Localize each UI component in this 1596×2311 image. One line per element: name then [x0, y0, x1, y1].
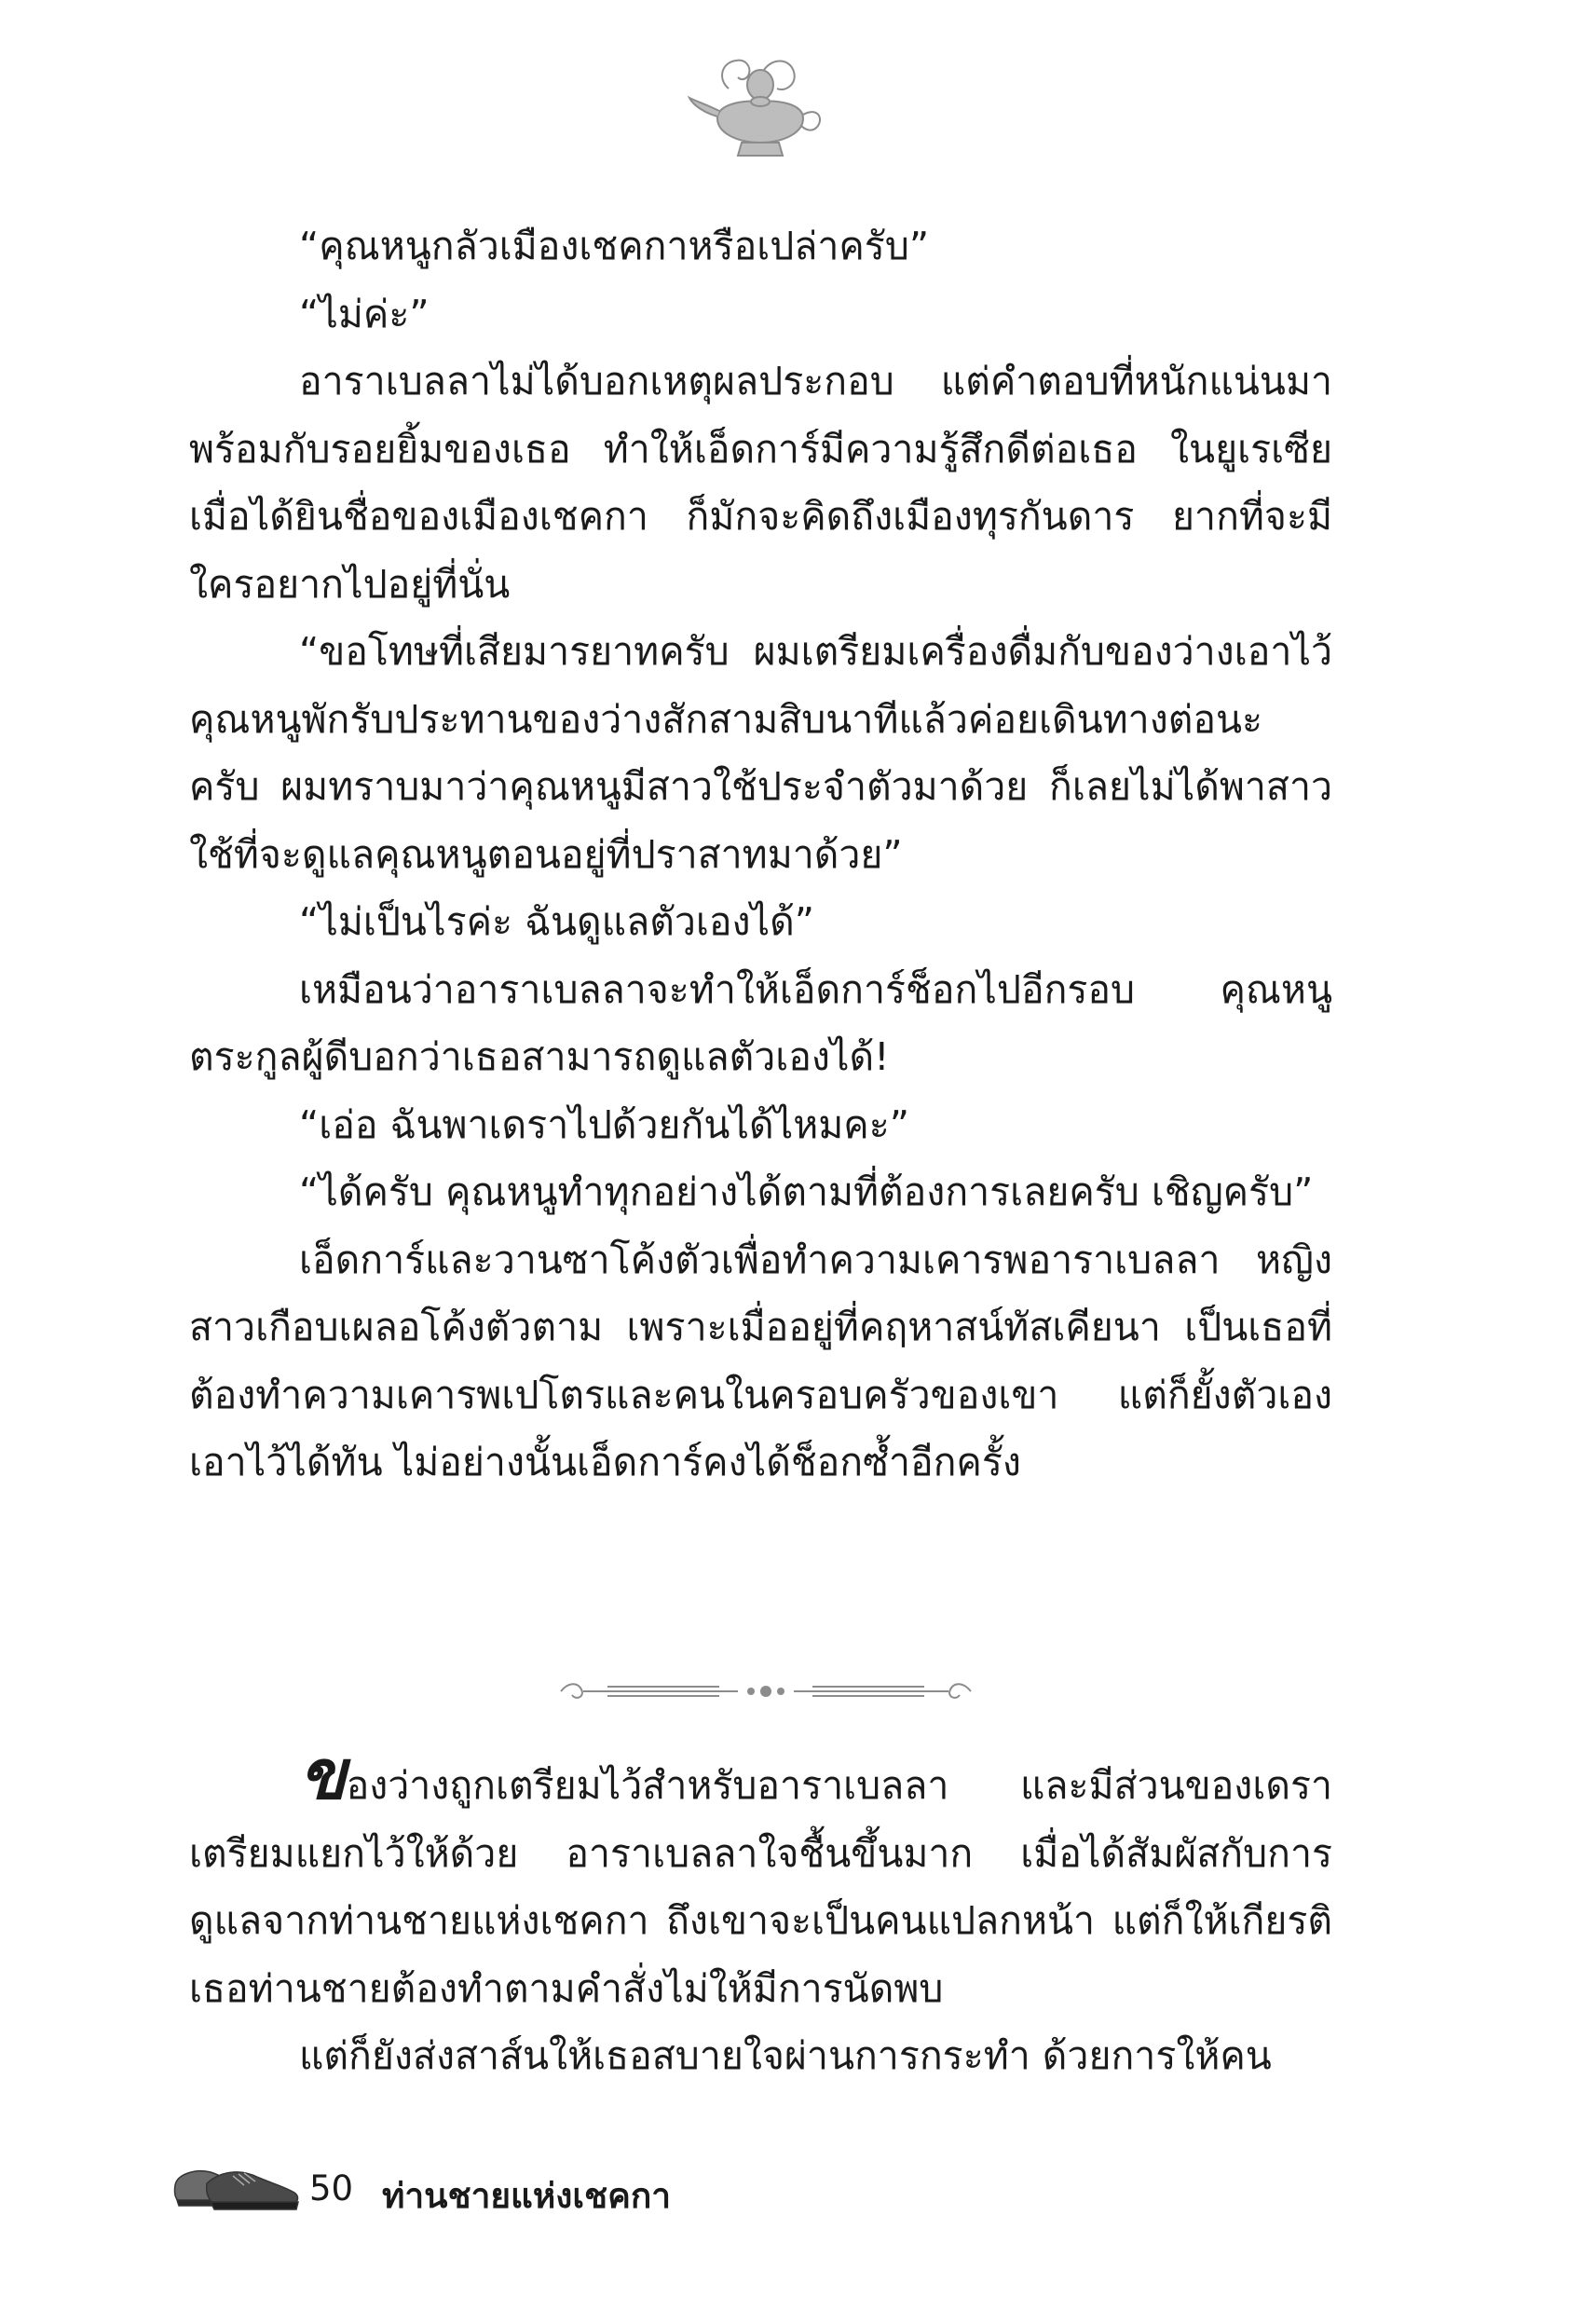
dialogue-line: “เอ่อ ฉันพาเดราไปด้วยกันได้ไหมคะ”	[299, 1101, 909, 1147]
body-text-upper	[189, 212, 1332, 1497]
paragraph: เหมือนว่าอาราเบลลาจะทำให้เอ็ดการ์ช็อกไปอีกรอบ คุณหนูตระกูลผู้ดีบอกว่าเธอสามารถดูแลตัวเองได้!	[189, 966, 1332, 1079]
body-text-lower	[189, 1735, 1332, 2090]
dialogue-line: “ได้ครับ คุณหนูทำทุกอย่างได้ตามที่ต้องการเลยครับ เชิญครับ”	[299, 1169, 1314, 1214]
paragraph: แต่ก็ยังส่งสาส์นให้เธอสบายใจผ่านการกระทำ ด้วยการให้คน	[299, 2033, 1272, 2078]
shoes-icon	[168, 2148, 303, 2218]
paragraph-text: องว่างถูกเตรียมไว้สำหรับอาราเบลลา และมีส่วนของเดราเตรียมแยกไว้ให้ด้วย อาราเบลลาใจชื้นขึ้นมาก เมื่อได้สัมผัสกับการดูแลจากท่านชายแห่งเชคกา ถึงเขาจะเป็นคนแปลกหน้า แต่ก็ให้เกียรติเธอท่านชายต้องทำตามคำสั่งไม่ให้มีการนัดพบ	[189, 1763, 1332, 2011]
drop-cap: ข	[299, 1735, 347, 1815]
dialogue-line: “ไม่เป็นไรค่ะ ฉันดูแลตัวเองได้”	[299, 899, 814, 944]
paragraph: อาราเบลลาไม่ได้บอกเหตุผลประกอบ แต่คำตอบที่หนักแน่นมาพร้อมกับรอยยิ้มของเธอ ทำให้เอ็ดการ์มีความรู้สึกดีต่อเธอ ในยูเรเซียเมื่อได้ยินชื่อของเมืองเชคกา ก็มักจะคิดถึงเมืองทุรกันดาร ยากที่จะมีใครอยากไปอยู่ที่นั่น	[189, 359, 1332, 607]
dialogue-line: “ไม่ค่ะ”	[299, 291, 430, 336]
paragraph: เอ็ดการ์และวานซาโค้งตัวเพื่อทำความเคารพอาราเบลลา หญิงสาวเกือบเผลอโค้งตัวตาม เพราะเมื่ออยู่ที่คฤหาสน์ทัสเคียนา เป็นเธอที่ต้องทำความเคารพเปโตรและคนในครอบครัวของเขา แต่ก็ยั้งตัวเองเอาไว้ได้ทัน ไม่อย่างนั้นเอ็ดการ์คงได้ช็อกซ้ำอีกครั้ง	[189, 1237, 1332, 1484]
ornamental-divider	[552, 1673, 980, 1710]
page-footer	[168, 2148, 913, 2222]
dialogue-line: “คุณหนูกลัวเมืองเชคกาหรือเปล่าครับ”	[299, 224, 930, 268]
genie-lamp-icon	[680, 51, 829, 172]
paragraph-with-drop-cap	[189, 1735, 1332, 2022]
running-title: ท่านชายแห่งเชคกา	[382, 2176, 672, 2216]
page-number: 50	[309, 2168, 354, 2208]
dialogue-paragraph: “ขอโทษที่เสียมารยาทครับ ผมเตรียมเครื่องดื่มกับของว่างเอาไว้คุณหนูพักรับประทานของว่างสักสามสิบนาทีแล้วค่อยเดินทางต่อนะครับ ผมทราบมาว่าคุณหนูมีสาวใช้ประจำตัวมาด้วย ก็เลยไม่ได้พาสาวใช้ที่จะดูแลคุณหนูตอนอยู่ที่ปราสาทมาด้วย”	[189, 629, 1332, 877]
